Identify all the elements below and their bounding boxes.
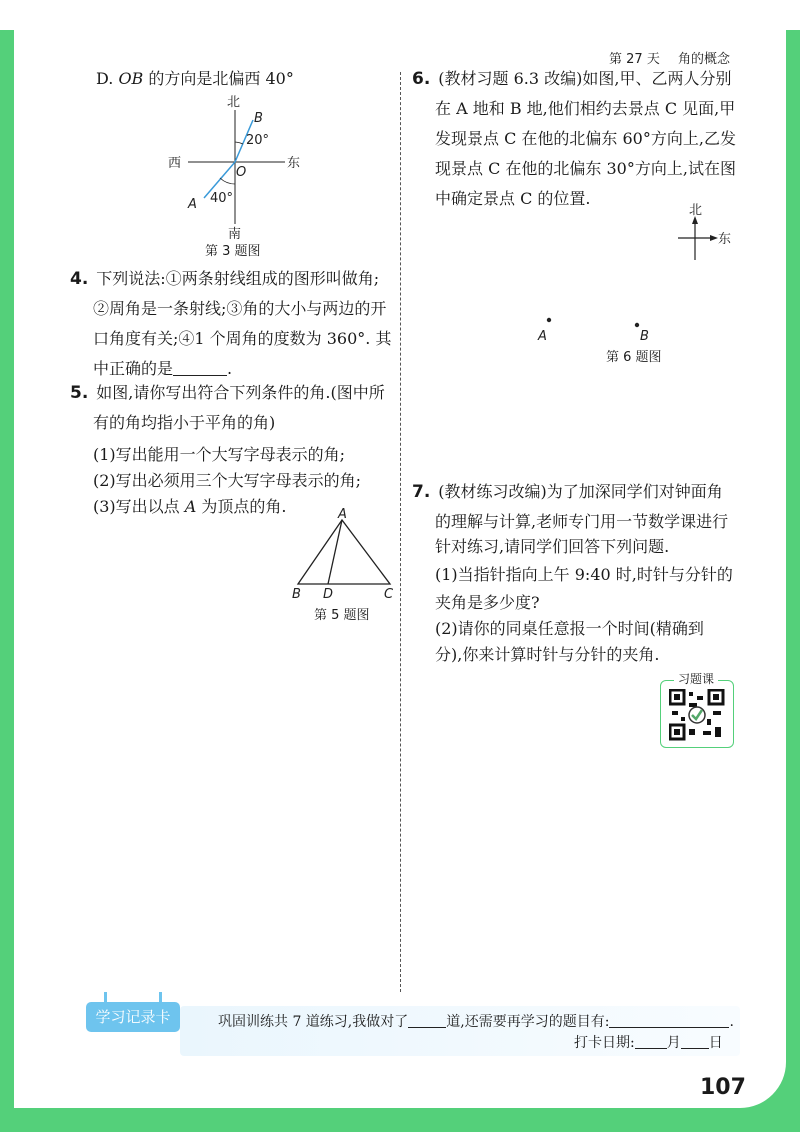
header-topic: 角的概念: [677, 52, 730, 67]
record-card-sentence-end: .: [729, 1014, 734, 1030]
q4-line-2: ②周角是一条射线;③角的大小与两边的开: [93, 299, 387, 318]
record-card-day-blank[interactable]: [681, 1032, 709, 1049]
q3-arc-bottom: [220, 178, 235, 184]
q6-line-1: [412, 64, 732, 94]
q6-compass: [676, 200, 736, 266]
q6-line-2: 在 A 地和 B 地,他们相约去景点 C 见面,甲: [435, 99, 736, 118]
q4-line-1: [70, 264, 379, 294]
q4-text-1: 下列说法:①两条射线组成的图形叫做角;: [96, 269, 380, 288]
q7-line-4: (1)当指针指向上午 9:40 时,时针与分针的: [435, 565, 733, 584]
qr-code-frame[interactable]: [660, 680, 734, 748]
q5-diagram: [288, 508, 400, 600]
record-card-month-blank[interactable]: [635, 1032, 667, 1049]
q5-label-b: B: [292, 587, 301, 600]
qr-module: [672, 711, 678, 715]
q5-caption: 第 5 题图: [314, 608, 370, 623]
q3-label-south: 南: [228, 227, 242, 242]
q3-label-east: 东: [287, 156, 301, 171]
q5-triangle: [298, 520, 390, 584]
qr-module: [713, 711, 721, 715]
q3-angle-20: 20°: [246, 133, 270, 148]
q5-line-3: (1)写出能用一个大写字母表示的角;: [93, 445, 346, 464]
q5-line-2: 有的角均指小于平角的角): [93, 413, 276, 432]
qr-center-badge: [689, 707, 705, 723]
qr-code-icon: [669, 689, 725, 741]
q4-answer-blank[interactable]: [173, 357, 227, 376]
qr-module: [689, 692, 693, 696]
q7-number: 7.: [412, 482, 431, 502]
q6-text-1: (教材习题 6.3 改编)如图,甲、乙两人分别: [438, 69, 732, 88]
column-divider: [400, 72, 401, 992]
q3-option-d-prefix: D.: [96, 69, 114, 88]
q6-line-5: 中确定景点 C 的位置.: [435, 189, 591, 208]
record-card-sentence: [218, 1011, 734, 1031]
record-card-sentence-a: 巩固训练共 7 道练习,我做对了: [218, 1014, 409, 1030]
q5-line-5: [93, 492, 287, 522]
record-card-date: [574, 1032, 723, 1052]
q6-line-4: 现景点 C 在他的北偏东 30°方向上,试在图: [435, 159, 736, 178]
q3-angle-40: 40°: [210, 191, 234, 206]
qr-module: [703, 731, 711, 735]
q4-number: 4.: [70, 269, 89, 289]
q4-last-text: 中正确的是: [93, 359, 174, 378]
q7-line-2: 的理解与计算,老师专门用一节数学课进行: [435, 512, 729, 531]
q3-label-b: B: [254, 111, 263, 126]
q5-line-1: [70, 378, 385, 408]
q6-compass-arrow-e: [710, 235, 718, 241]
q3-label-a: A: [188, 197, 197, 212]
q6-point-a-dot: [547, 318, 551, 322]
qr-module: [681, 717, 685, 721]
qr-finder-tl-core: [674, 694, 680, 700]
q6-number: 6.: [412, 69, 431, 89]
q3-label-o: O: [236, 165, 247, 180]
header-day: 第 27 天: [609, 52, 660, 67]
q6-compass-north: 北: [689, 203, 703, 218]
q6-point-a-label: A: [538, 329, 547, 344]
q5-text-1: 如图,请你写出符合下列条件的角.(图中所: [96, 383, 385, 402]
record-card-sentence-b: 道,还需要再学习的题目有:: [446, 1014, 610, 1030]
qr-module: [707, 719, 711, 725]
qr-module: [689, 729, 695, 735]
q6-line-3: 发现景点 C 在他的北偏东 60°方向上,乙发: [435, 129, 736, 148]
qr-module: [697, 696, 703, 700]
q3-label-north: 北: [227, 95, 241, 110]
q3-option-d-var: OB: [118, 69, 144, 88]
q5-line-4: (2)写出必须用三个大写字母表示的角;: [93, 471, 362, 490]
q3-option-d: [96, 64, 294, 94]
q3-label-west: 西: [168, 156, 182, 171]
q4-line-3: 口角度有关;④1 个周角的度数为 360°. 其: [93, 329, 392, 348]
q3-option-d-text: 的方向是北偏西 40°: [148, 69, 294, 88]
q5-label-a: A: [338, 508, 347, 522]
q6-compass-east: 东: [718, 232, 732, 247]
q3-caption: 第 3 题图: [205, 244, 261, 259]
q5-number: 5.: [70, 383, 89, 403]
record-card-date-label: 打卡日期:: [574, 1035, 635, 1051]
q4-last-end: .: [227, 359, 233, 378]
q6-point-b-dot: [635, 323, 639, 327]
q7-line-3: 针对练习,请同学们回答下列问题.: [435, 537, 670, 556]
record-card-month-label: 月: [666, 1035, 681, 1051]
qr-finder-tr-core: [713, 694, 719, 700]
q6-points: [530, 312, 660, 348]
q7-line-5: 夹角是多少度?: [435, 593, 540, 612]
page-number: 107: [700, 1075, 746, 1100]
q6-caption: 第 6 题图: [606, 350, 662, 365]
record-card-correct-count-blank[interactable]: [408, 1011, 446, 1028]
q7-line-1: [412, 477, 723, 507]
q5-line5-suffix: 为顶点的角.: [201, 497, 287, 516]
q7-line-7: 分),你来计算时针与分针的夹角.: [435, 645, 660, 664]
qr-label: 习题课: [674, 670, 718, 687]
q7-text-1: (教材练习改编)为了加深同学们对钟面角: [438, 482, 723, 501]
q5-label-d: D: [323, 587, 334, 600]
record-card-review-blank[interactable]: [609, 1011, 729, 1028]
qr-module: [715, 727, 721, 737]
q5-label-c: C: [384, 587, 394, 600]
q5-line5-var: A: [184, 497, 197, 516]
record-card-label: 学习记录卡: [86, 1002, 180, 1032]
q6-point-b-label: B: [640, 329, 649, 344]
qr-finder-bl-core: [674, 729, 680, 735]
q3-diagram: [160, 92, 320, 242]
q7-line-6: (2)请你的同桌任意报一个时间(精确到: [435, 619, 704, 638]
record-card-day-label: 日: [708, 1035, 723, 1051]
q3-arc-top: [235, 142, 243, 144]
q5-line5-prefix: (3)写出以点: [93, 497, 180, 516]
